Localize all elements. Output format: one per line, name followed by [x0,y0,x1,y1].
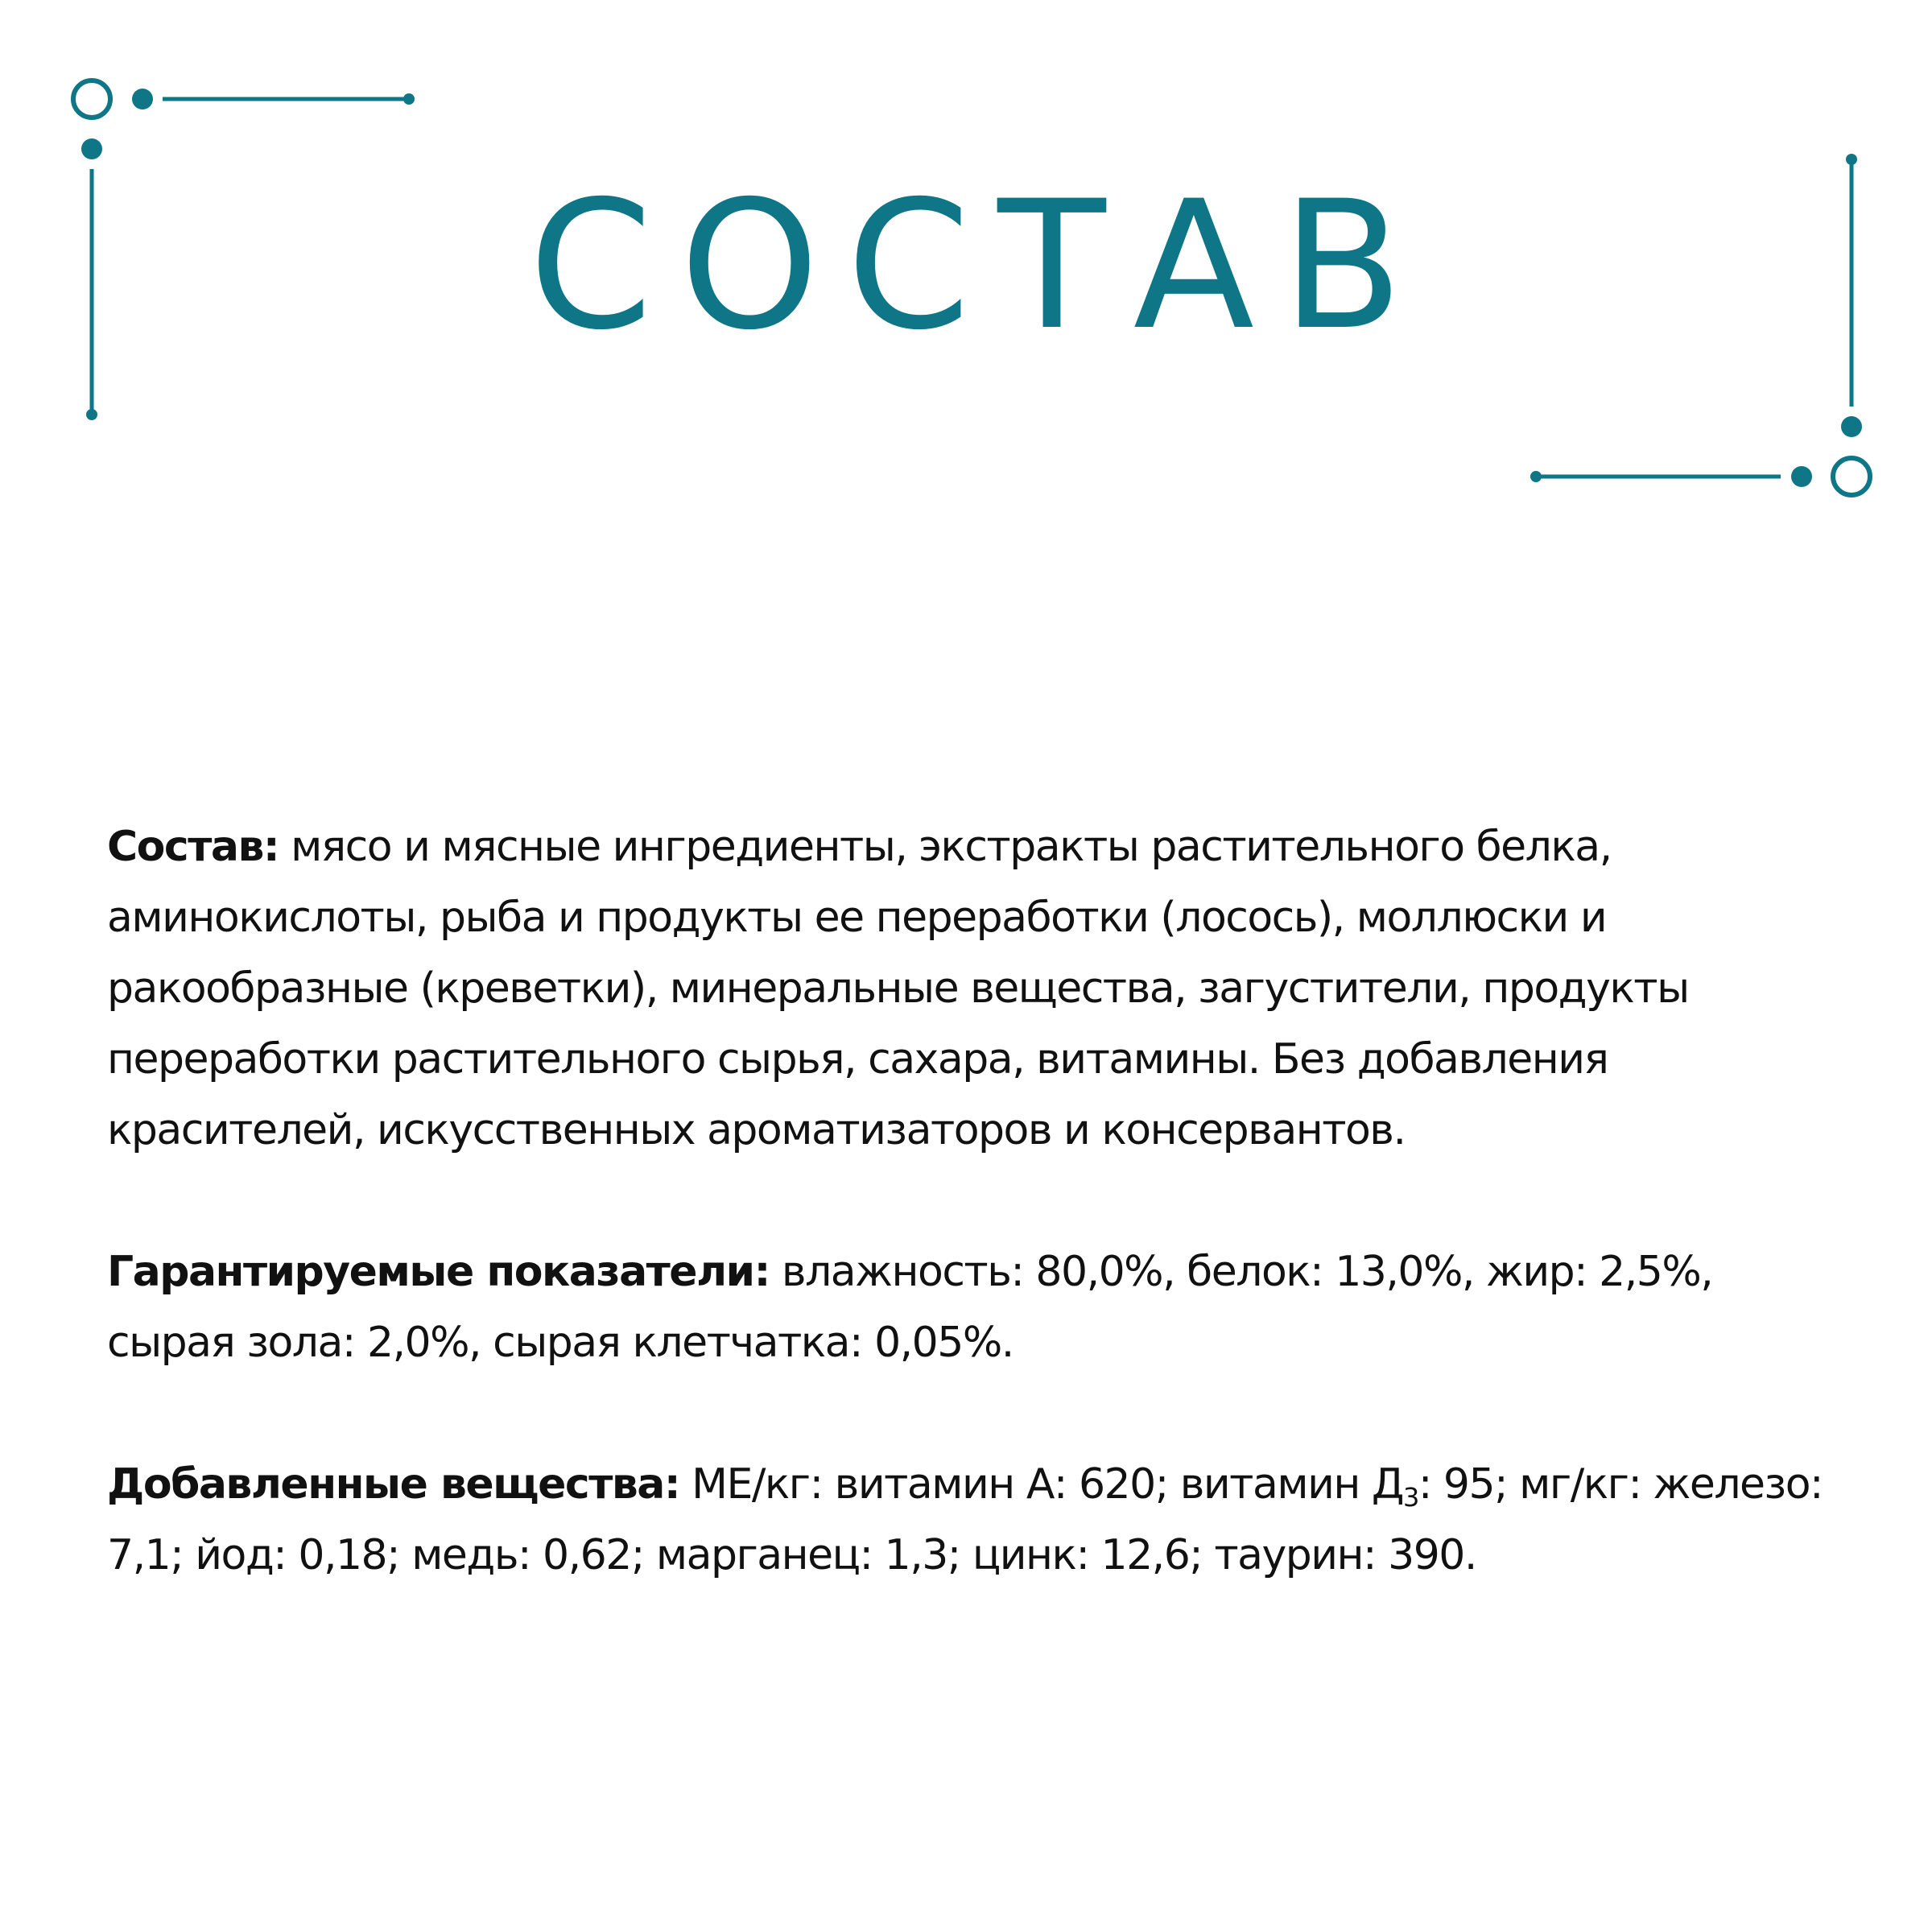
guaranteed-label: Гарантируемые показатели: [107,1248,770,1296]
dot-icon [1841,416,1862,437]
ring-icon [1833,458,1870,495]
dot-icon [81,138,102,159]
additives-text-start: МЕ/кг: витамин А: 620; витамин Д [679,1460,1404,1509]
line-end-dot [403,93,415,105]
additives-paragraph [107,1449,1846,1591]
page-title: СОСТАВ [528,163,1431,369]
composition-paragraph [107,811,1846,1166]
vitamin-d-subscript: 3 [1403,1482,1418,1513]
guaranteed-paragraph [107,1236,1846,1378]
additives-text-end: : 95; мг/кг: железо: 7,1; йод: 0,18; медь: 0,62; марганец: 1,3; цинк: 12,6; таурин: 390. [107,1460,1823,1579]
additives-label: Добавленные вещества: [107,1460,680,1509]
composition-label: Состав: [107,823,279,871]
composition-text: мясо и мясные ингредиенты, экстракты растительного белка, аминокислоты, рыба и продукты ее переработки (лосось), моллюски и ракообразные (креветки), минеральные вещества, загустители, продукты переработки растительного сырья, сахара, витамины. Без добавления красителей, искусственных ароматизаторов и консервантов. [107,823,1689,1154]
dot-icon [132,89,153,109]
line-end-dot [86,409,97,420]
ring-icon [73,80,110,118]
guaranteed-text: влажность: 80,0%, белок: 13,0%, жир: 2,5%, сырая зола: 2,0%, сырая клетчатка: 0,05%. [107,1248,1713,1367]
composition-content [107,811,1846,1662]
dot-icon [1791,466,1812,487]
